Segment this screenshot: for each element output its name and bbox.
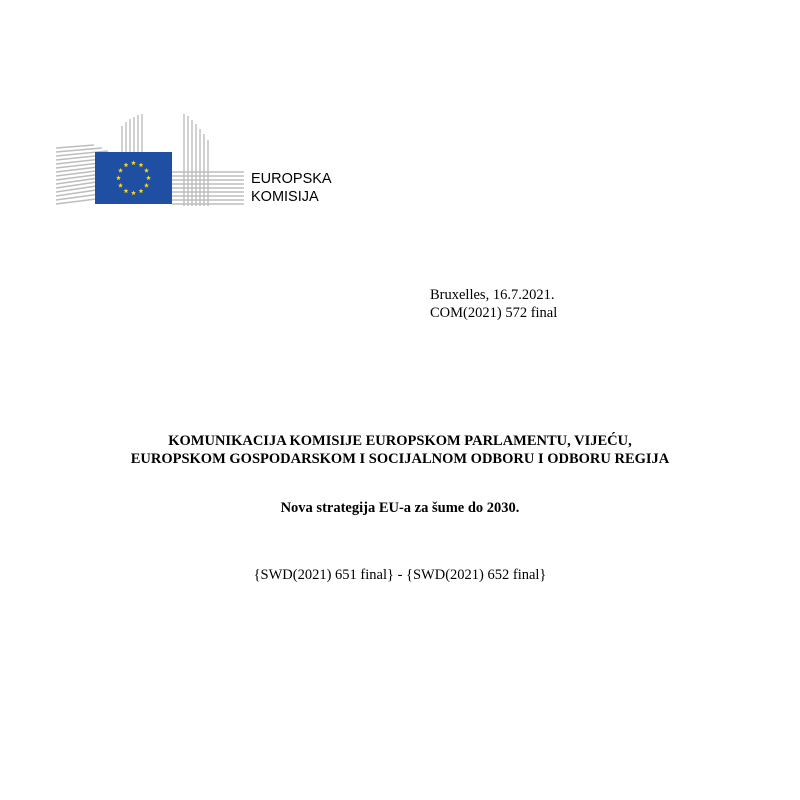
organization-name-line-1: EUROPSKA (251, 171, 332, 187)
document-title-line-1: KOMUNIKACIJA KOMISIJE EUROPSKOM PARLAMENTU, VIJEĆU, (168, 433, 632, 449)
organization-name-line-2: KOMISIJA (251, 189, 319, 205)
document-reference: COM(2021) 572 final (430, 305, 558, 321)
european-commission-logo-icon (56, 112, 246, 208)
document-subtitle: Nova strategija EU-a za šume do 2030. (280, 500, 520, 516)
document-title-line-2: EUROPSKOM GOSPODARSKOM I SOCIJALNOM ODBORU I ODBORU REGIJA (130, 451, 670, 467)
related-documents: {SWD(2021) 651 final} - {SWD(2021) 652 final} (253, 567, 547, 583)
place-date: Bruxelles, 16.7.2021. (430, 287, 555, 303)
organization-name (251, 170, 332, 206)
document-meta (430, 286, 557, 322)
eu-flag (95, 152, 172, 204)
document-title (0, 432, 800, 468)
